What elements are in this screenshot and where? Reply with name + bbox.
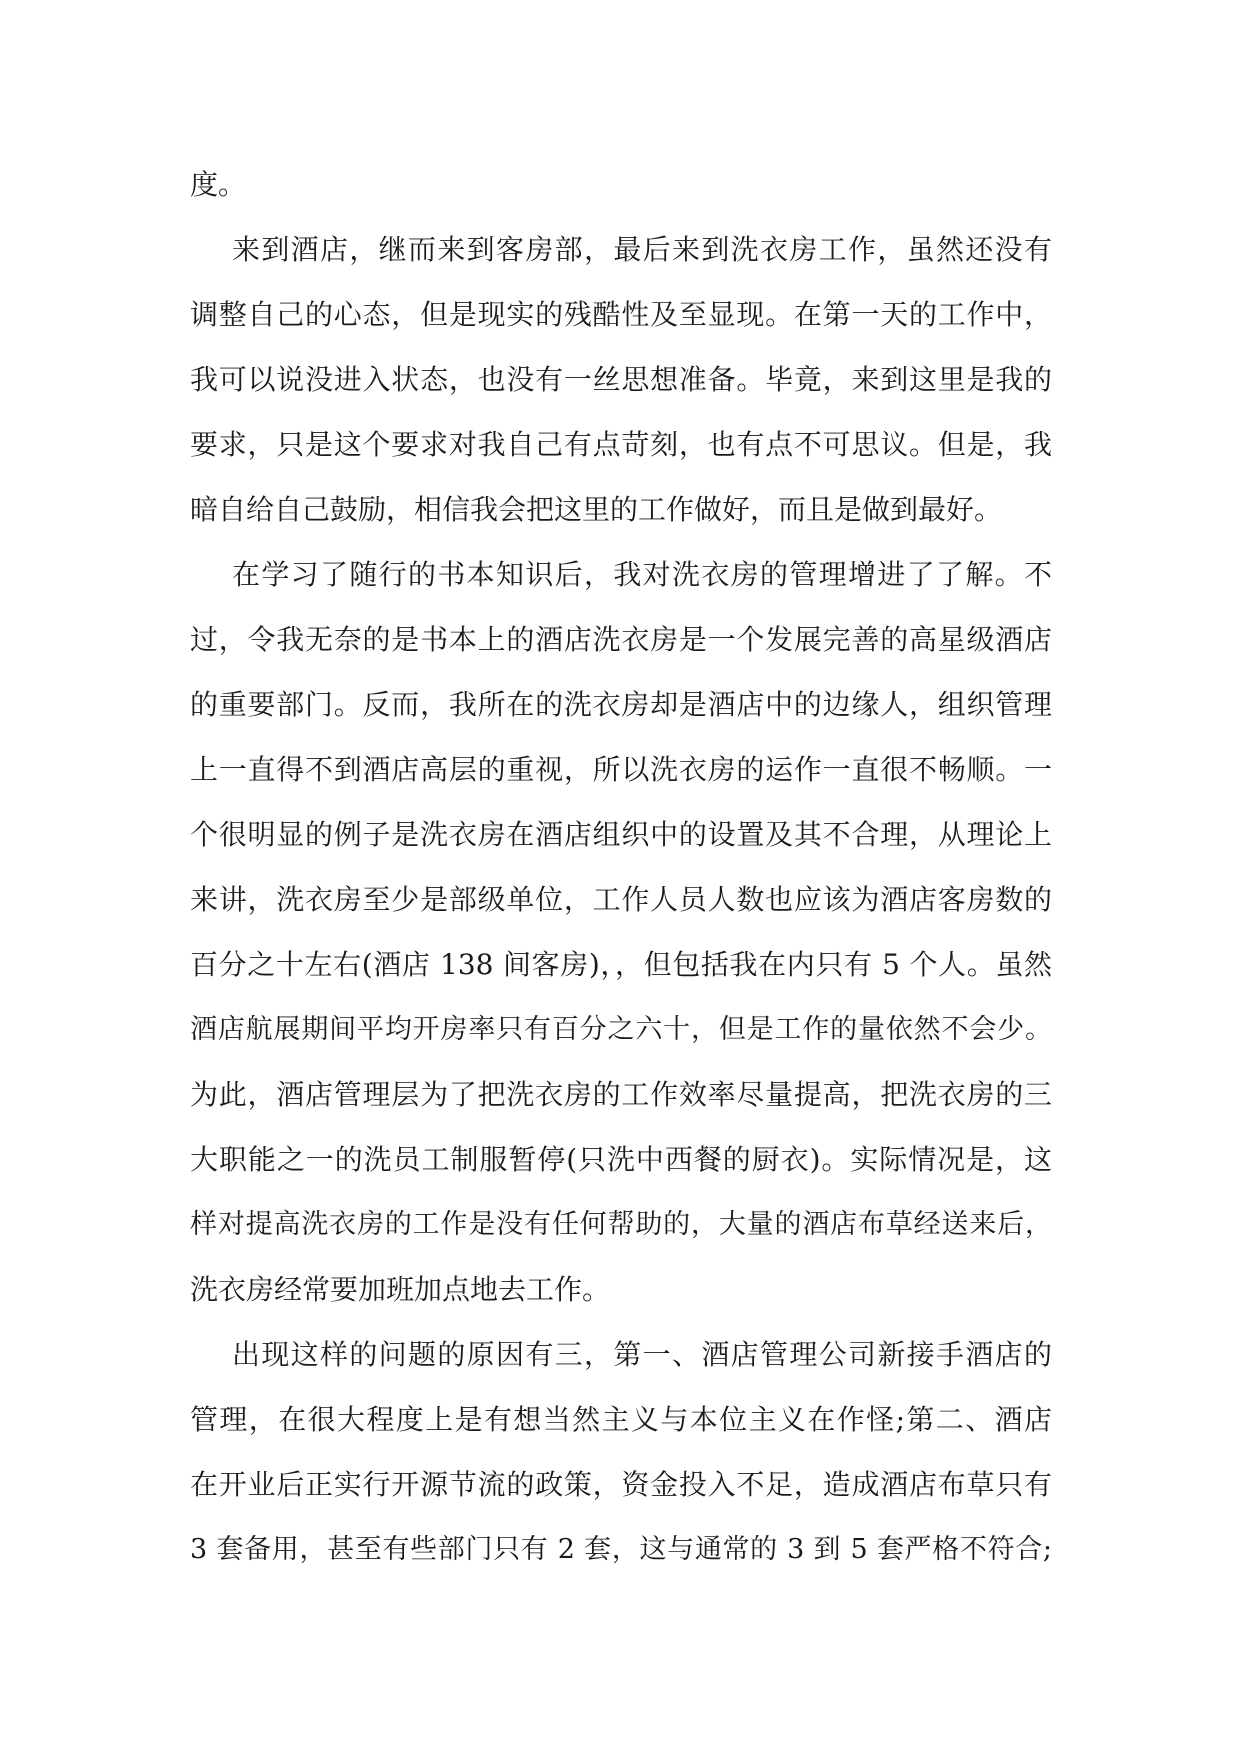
text-line-7: 在学习了随行的书本知识后，我对洗衣房的管理增进了了解。不 xyxy=(232,558,1052,591)
text-line-22: 3 套备用，甚至有些部门只有 2 套，这与通常的 3 到 5 套严格不符合; xyxy=(190,1534,1052,1565)
text-line-8: 过，令我无奈的是书本上的酒店洗衣房是一个发展完善的高星级酒店 xyxy=(190,623,1052,656)
text-line-1: 度。 xyxy=(190,168,247,201)
text-line-2: 来到酒店，继而来到客房部，最后来到洗衣房工作，虽然还没有 xyxy=(232,233,1052,266)
text-line-4: 我可以说没进入状态，也没有一丝思想准备。毕竟，来到这里是我的 xyxy=(190,363,1052,396)
text-line-19: 出现这样的问题的原因有三，第一、酒店管理公司新接手酒店的 xyxy=(232,1338,1052,1371)
text-line-15: 为此，酒店管理层为了把洗衣房的工作效率尽量提高，把洗衣房的三 xyxy=(190,1078,1052,1111)
text-line-17: 样对提高洗衣房的工作是没有任何帮助的，大量的酒店布草经送来后， xyxy=(190,1209,1052,1240)
text-line-3: 调整自己的心态，但是现实的残酷性及至显现。在第一天的工作中， xyxy=(190,298,1052,331)
text-line-9: 的重要部门。反而，我所在的洗衣房却是酒店中的边缘人，组织管理 xyxy=(190,688,1052,721)
text-line-5: 要求，只是这个要求对我自己有点苛刻，也有点不可思议。但是，我 xyxy=(190,428,1052,461)
text-line-6: 暗自给自己鼓励，相信我会把这里的工作做好，而且是做到最好。 xyxy=(190,493,1003,526)
text-line-18: 洗衣房经常要加班加点地去工作。 xyxy=(190,1273,611,1306)
text-line-11: 个很明显的例子是洗衣房在酒店组织中的设置及其不合理，从理论上 xyxy=(190,818,1052,851)
text-line-16: 大职能之一的洗员工制服暂停(只洗中西餐的厨衣)。实际情况是，这 xyxy=(190,1143,1052,1176)
text-line-12: 来讲，洗衣房至少是部级单位，工作人员人数也应该为酒店客房数的 xyxy=(190,883,1052,916)
text-line-13: 百分之十左右(酒店 138 间客房)，，但包括我在内只有 5 个人。虽然 xyxy=(190,948,1052,981)
text-line-10: 上一直得不到酒店高层的重视，所以洗衣房的运作一直很不畅顺。一 xyxy=(190,753,1052,786)
text-line-20: 管理，在很大程度上是有想当然主义与本位主义在作怪;第二、酒店 xyxy=(190,1403,1052,1436)
text-line-21: 在开业后正实行开源节流的政策，资金投入不足，造成酒店布草只有 xyxy=(190,1468,1052,1501)
text-line-14: 酒店航展期间平均开房率只有百分之六十，但是工作的量依然不会少。 xyxy=(190,1014,1052,1045)
